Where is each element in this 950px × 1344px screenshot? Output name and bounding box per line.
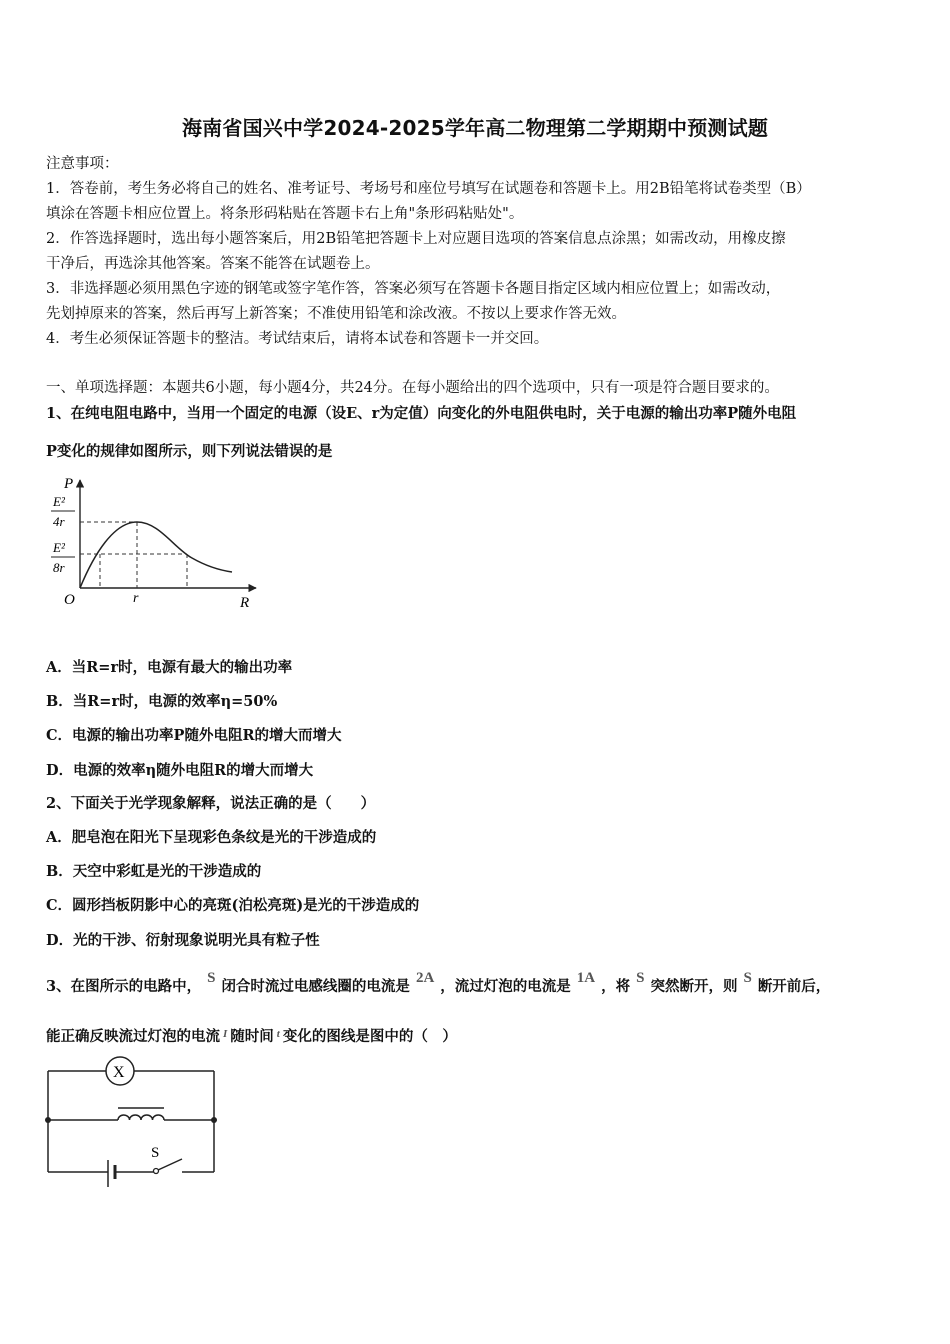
y-tick-bot-den: 8r <box>53 560 65 575</box>
q3-symbol-t: t <box>276 1028 280 1040</box>
junction-left <box>45 1117 51 1123</box>
q3-text: 随时间 <box>230 1028 274 1045</box>
y-tick-top-num: E² <box>53 494 65 509</box>
notes-heading: 注意事项： <box>46 156 119 172</box>
x-tick-label: r <box>133 591 139 606</box>
notes-line: 干净后，再选涂其他答案。答案不能答在试题卷上。 <box>46 256 380 272</box>
notes-line: 4．考生必须保证答题卡的整洁。考试结束后，请将本试卷和答题卡一并交回。 <box>46 331 549 347</box>
q3-symbol-s: S <box>207 970 216 986</box>
q3-text: 闭合时流过电感线圈的电流是 <box>221 978 410 995</box>
q3-text: 变化的图线是图中的（ ） <box>282 1028 457 1045</box>
junction-right <box>211 1117 217 1123</box>
notes-line: 1．答卷前，考生务必将自己的姓名、准考证号、考场号和座位号填写在试题卷和答题卡上。用2B铅笔将试卷类型（B） <box>46 181 811 197</box>
origin-label: O <box>64 592 75 608</box>
q1-option-b: B．当R=r时，电源的效率η=50% <box>46 693 278 710</box>
q2-stem: 2、下面关于光学现象解释，说法正确的是（ ） <box>46 795 376 812</box>
switch-pivot <box>154 1169 159 1174</box>
q1-stem-line: 1、在纯电阻电路中，当用一个固定的电源（设E、r为定值）向变化的外电阻供电时，关于电源的输出功率P随外电阻 <box>46 405 797 422</box>
section-heading: 一、单项选择题：本题共6小题，每小题4分，共24分。在每小题给出的四个选项中，只有一项是符合题目要求的。 <box>46 380 779 396</box>
q2-option-d: D．光的干涉、衍射现象说明光具有粒子性 <box>46 932 320 949</box>
notes-line: 填涂在答题卡相应位置上。将条形码粘贴在答题卡右上角"条形码粘贴处"。 <box>46 206 524 222</box>
q3-value-inductor-current: 2A <box>415 970 435 986</box>
y-tick-top-den: 4r <box>53 514 65 529</box>
q3-text: ，流过灯泡的电流是 <box>440 978 571 995</box>
x-axis-label: R <box>240 595 250 611</box>
q3-symbol-s: S <box>636 970 645 986</box>
notes-line: 3．非选择题必须用黑色字迹的钢笔或签字笔作答，答案必须写在答题卡各题目指定区域内相应位置上；如需改动， <box>46 281 781 297</box>
switch-label: S <box>151 1145 160 1161</box>
power-curve <box>80 522 232 588</box>
notes-line: 先划掉原来的答案，然后再写上新答案；不准使用铅笔和涂改液。不按以上要求作答无效。 <box>46 306 626 322</box>
q1-option-d: D．电源的效率η随外电阻R的增大而增大 <box>46 762 314 779</box>
q1-power-graph <box>44 474 264 614</box>
q1-option-c: C．电源的输出功率P随外电阻R的增大而增大 <box>46 727 342 744</box>
q2-option-b: B．天空中彩虹是光的干涉造成的 <box>46 863 262 880</box>
q3-symbol-i: I <box>223 1028 228 1040</box>
q3-value-lamp-current: 1A <box>576 970 596 986</box>
inductor-coil <box>118 1115 164 1120</box>
switch-blade <box>158 1159 182 1170</box>
q2-option-a: A．肥皂泡在阳光下呈现彩色条纹是光的干涉造成的 <box>46 829 377 846</box>
q1-option-a: A．当R=r时，电源有最大的输出功率 <box>46 659 293 676</box>
y-tick-bot-num: E² <box>53 540 65 555</box>
q3-text: 断开前后， <box>757 978 831 995</box>
q3-stem-line1 <box>46 970 831 996</box>
q3-stem-line2 <box>46 1025 457 1046</box>
exam-title: 海南省国兴中学2024-2025学年高二物理第二学期期中预测试题 <box>181 116 769 140</box>
q3-text: 突然断开，则 <box>650 978 738 995</box>
q3-text: 能正确反映流过灯泡的电流 <box>46 1028 220 1045</box>
q2-option-c: C．圆形挡板阴影中心的亮斑(泊松亮斑)是光的干涉造成的 <box>46 897 420 914</box>
q3-text: ，将 <box>601 978 631 995</box>
lamp-label: X <box>113 1064 125 1081</box>
q3-symbol-s: S <box>743 970 752 986</box>
q3-text: 3、在图所示的电路中， <box>46 978 202 995</box>
y-axis-label: P <box>64 476 74 492</box>
q1-stem-line: P变化的规律如图所示，则下列说法错误的是 <box>46 443 333 460</box>
q3-circuit-diagram <box>44 1055 224 1195</box>
notes-line: 2．作答选择题时，选出每小题答案后，用2B铅笔把答题卡上对应题目选项的答案信息点涂黑；如需改动，用橡皮擦 <box>46 231 786 247</box>
